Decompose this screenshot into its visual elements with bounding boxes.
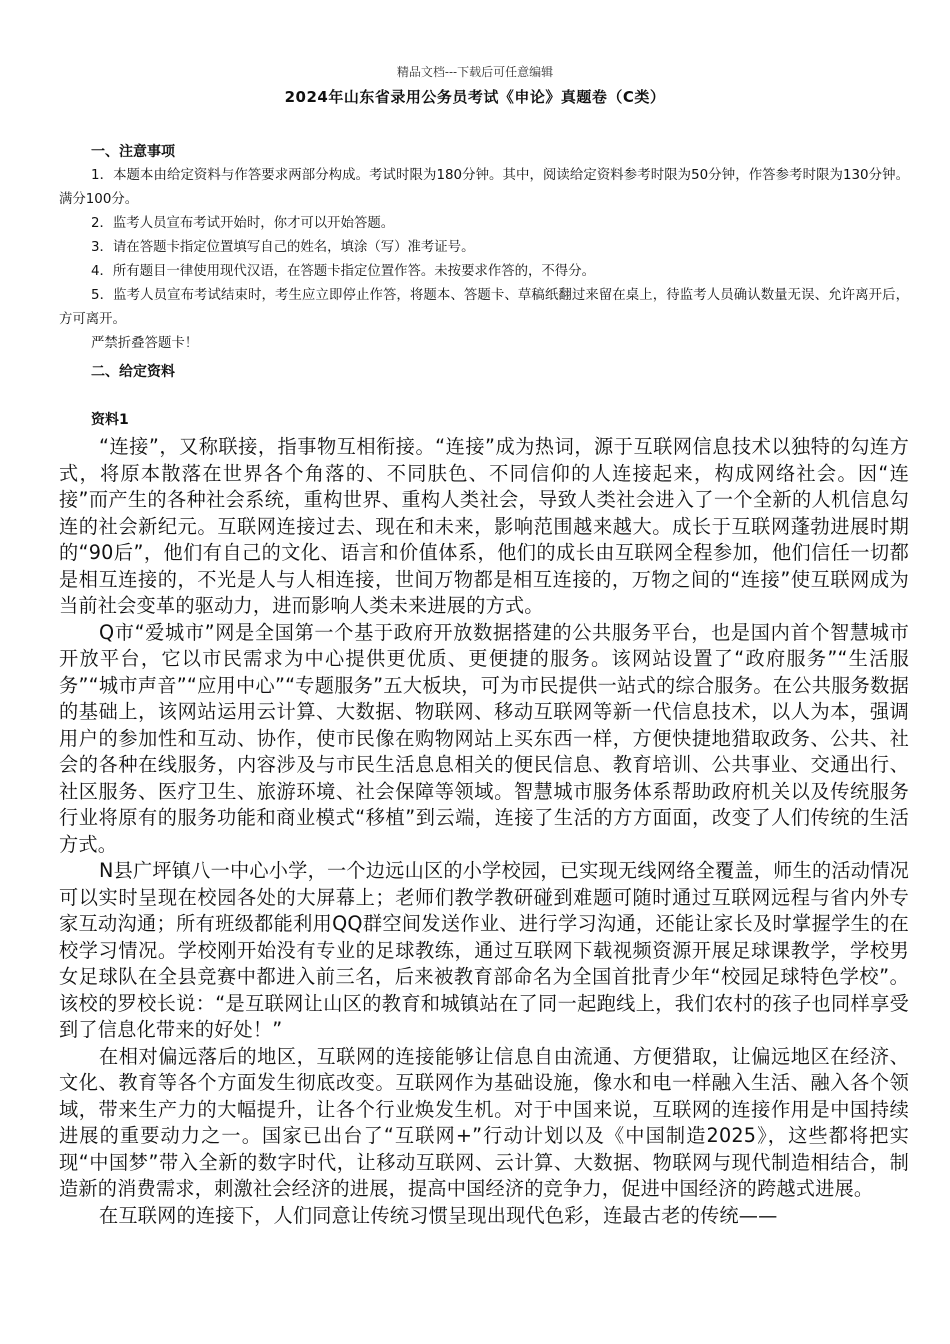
note-item: 3．请在答题卡指定位置填写自己的姓名，填涂（写）准考证号。 (91, 240, 475, 255)
note-item: 2．监考人员宣布考试开始时，你才可以开始答题。 (91, 216, 395, 231)
material-paragraph: Q市“爱城市”网是全国第一个基于政府开放数据搭建的公共服务平台，也是国内首个智慧城市开放平台，它以市民需求为中心提供更优质、更便捷的服务。该网站设置了“政府服务”“生活服务”“城市声音”“应用中心”“专题服务”五大板块，可为市民提供一站式的综合服务。在公共服务数据的基础上，该网站运用云计算、大数据、物联网、移动互联网等新一代信息技术，以人为本，强调用户的参加性和互动、协作，使市民像在购物网站上买东西一样，方便快捷地猎取政务、公共、社会的各种在线服务，内容涉及与市民生活息息相关的便民信息、教育培训、公共事业、交通出行、社区服务、医疗卫生、旅游环境、社会保障等领域。智慧城市服务体系帮助政府机关以及传统服务行业将原有的服务功能和商业模式“移植”到云端，连接了生活的方方面面，改变了人们传统的生活方式。 (59, 620, 909, 856)
notes-heading: 一、注意事项 (91, 144, 175, 160)
material-paragraph: 在相对偏远落后的地区，互联网的连接能够让信息自由流通、方便猎取，让偏远地区在经济、文化、教育等各个方面发生彻底改变。互联网作为基础设施，像水和电一样融入生活、融入各个领域，带来生产力的大幅提升，让各个行业焕发生机。对于中国来说，互联网的连接作用是中国持续进展的重要动力之一。国家已出台了“互联网+”行动计划以及《中国制造2025》，这些都将把实现“中国梦”带入全新的数字时代，让移动互联网、云计算、大数据、物联网与现代制造相结合，制造新的消费需求，刺激社会经济的进展，提高中国经济的竞争力，促进中国经济的跨越式进展。 (59, 1044, 909, 1200)
note-item: 1．本题本由给定资料与作答要求两部分构成。考试时限为180分钟。其中，阅读给定资料参考时限为50分钟，作答参考时限为130分钟。满分100分。 (59, 168, 909, 207)
note-item: 5．监考人员宣布考试结束时，考生应立即停止作答，将题本、答题卡、草稿纸翻过来留在桌上，待监考人员确认数量无误、允许离开后，方可离开。 (59, 288, 909, 327)
material-title: 资料1 (91, 412, 129, 428)
materials-heading: 二、给定资料 (91, 364, 175, 380)
note-warning: 严禁折叠答题卡！ (91, 336, 199, 351)
note-item: 4．所有题目一律使用现代汉语，在答题卡指定位置作答。未按要求作答的，不得分。 (91, 264, 595, 279)
exam-title: 2024年山东省录用公务员考试《申论》真题卷（C类） (284, 88, 666, 106)
material-section (59, 408, 909, 1229)
watermark-text: 精品文档---下载后可任意编辑 (396, 65, 554, 79)
material-paragraph: 在互联网的连接下，人们同意让传统习惯呈现出现代色彩，连最古老的传统—— (99, 1203, 778, 1227)
material-paragraph: “连接”，又称联接，指事物互相衔接。“连接”成为热词，源于互联网信息技术以独特的勾连方式，将原本散落在世界各个角落的、不同肤色、不同信仰的人连接起来，构成网络社会。因“连接”而产生的各种社会系统，重构世界、重构人类社会，导致人类社会进入了一个全新的人机信息勾连的社会新纪元。互联网连接过去、现在和未来，影响范围越来越大。成长于互联网蓬勃进展时期的“90后”，他们有自己的文化、语言和价值体系，他们的成长由互联网全程参加，他们信任一切都是相互连接的，不光是人与人相连接，世间万物都是相互连接的，万物之间的“连接”使互联网成为当前社会变革的驱动力，进而影响人类未来进展的方式。 (59, 435, 909, 617)
notes-section (59, 140, 909, 384)
material-paragraph: N县广坪镇八一中心小学，一个边远山区的小学校园，已实现无线网络全覆盖，师生的活动情况可以实时呈现在校园各处的大屏幕上；老师们教学教研碰到难题可随时通过互联网远程与省内外专家互动沟通；所有班级都能利用QQ群空间发送作业、进行学习沟通，还能让家长及时掌握学生的在校学习情况。学校刚开始没有专业的足球教练，通过互联网下载视频资源开展足球课教学，学校男女足球队在全县竞赛中都进入前三名，后来被教育部命名为全国首批青少年“校园足球特色学校”。该校的罗校长说：“是互联网让山区的教育和城镇站在了同一起跑线上，我们农村的孩子也同样享受到了信息化带来的好处！” (59, 859, 909, 1041)
